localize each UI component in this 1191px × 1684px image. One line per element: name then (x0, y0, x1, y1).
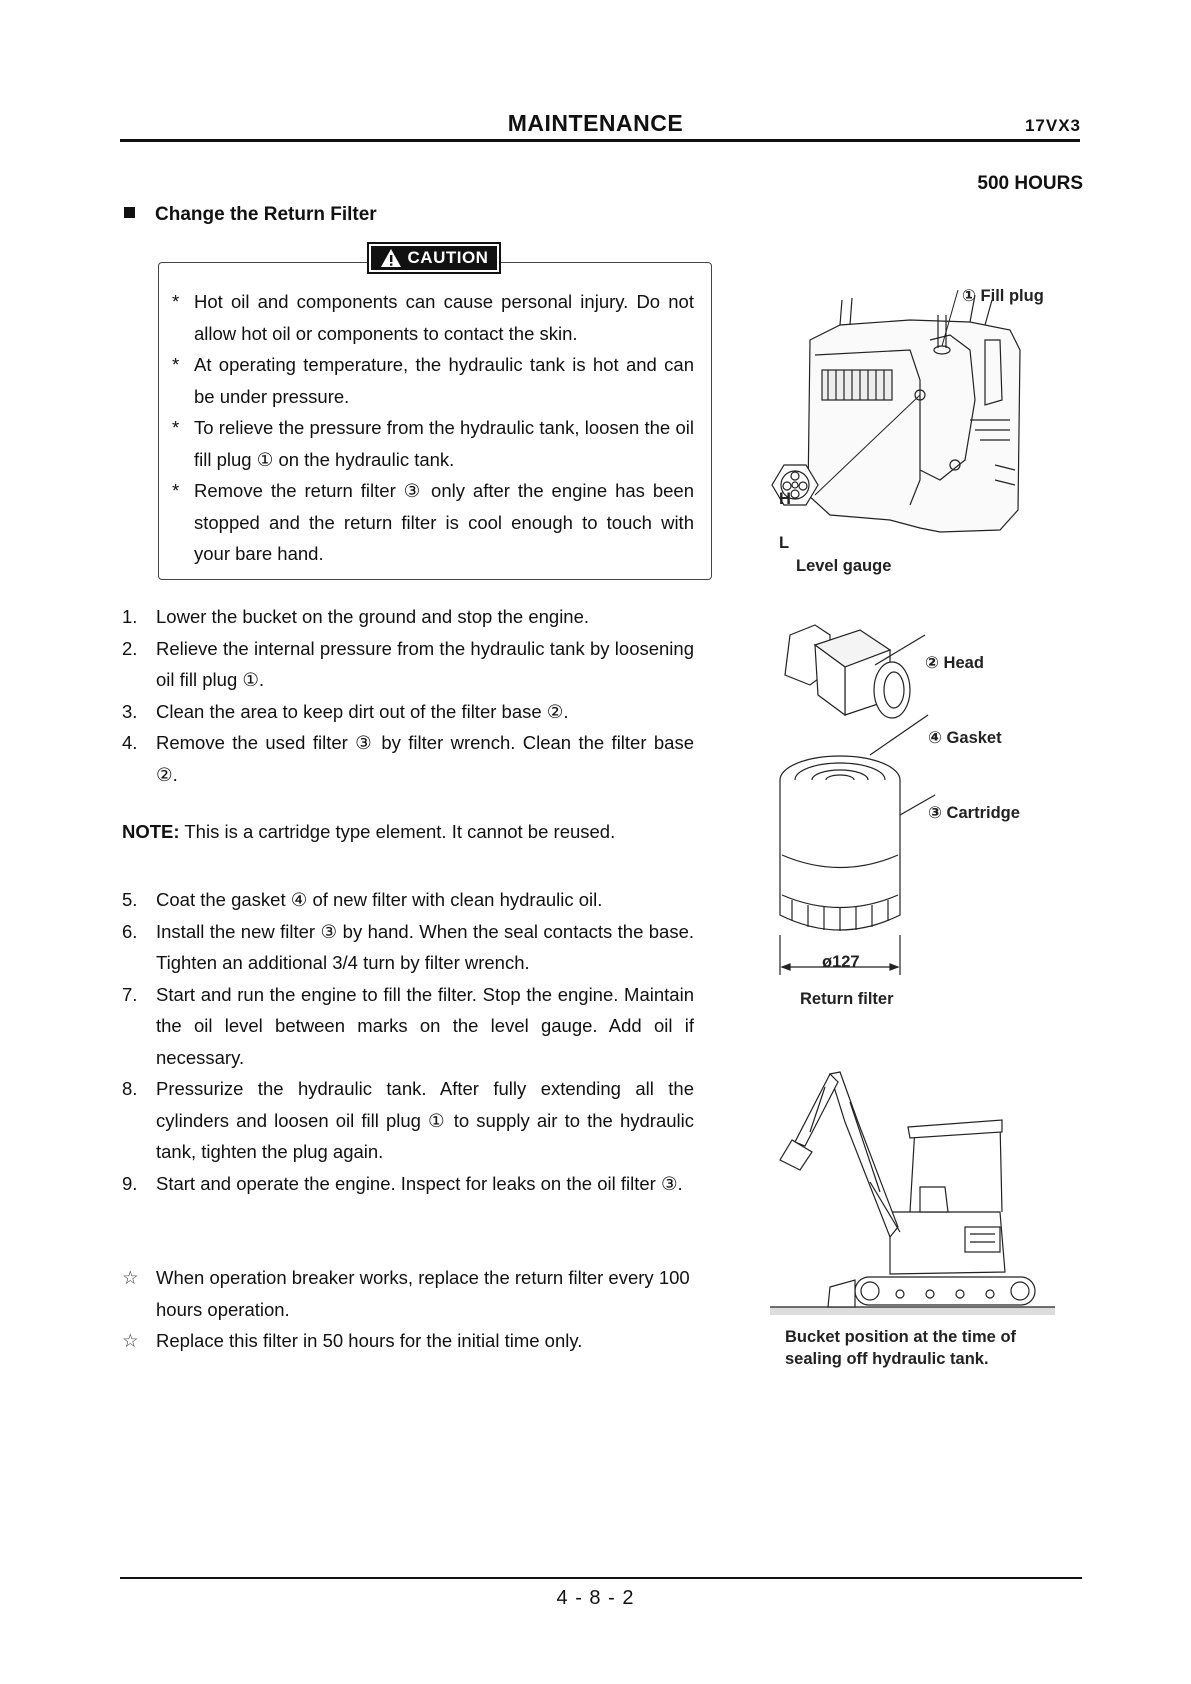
level-gauge-caption: Level gauge (796, 557, 892, 575)
step-text: Relieve the internal pressure from the hydraulic tank by loosening oil fill plug ①. (156, 637, 694, 690)
step-item (122, 601, 694, 633)
step-text: Lower the bucket on the ground and stop the engine. (156, 606, 590, 627)
section-title: Change the Return Filter (155, 204, 377, 225)
step-item (122, 633, 694, 696)
star-note-text: When operation breaker works, replace the return filter every 100 hours operation. (156, 1267, 690, 1320)
step-text: Clean the area to keep dirt out of the filter base ②. (156, 700, 569, 722)
step-item (122, 1168, 694, 1200)
page-number: 4 - 8 - 2 (556, 1587, 635, 1609)
excavator-figure (770, 1062, 1055, 1322)
excavator-caption-line2: sealing off hydraulic tank. (785, 1350, 989, 1368)
header-rule (120, 139, 1080, 142)
step-item (122, 727, 694, 790)
warning-triangle-icon (380, 248, 402, 268)
caution-bullet: * Hot oil and components can cause personal injury. Do not allow hot oil or components to contact the skin. (170, 286, 694, 349)
caution-bullet: * At operating temperature, the hydraulic tank is hot and can be under pressure. (170, 349, 694, 412)
caution-badge (367, 242, 501, 274)
return-filter-figure (770, 615, 940, 985)
gauge-low-mark: L (779, 534, 790, 552)
step-number: 8. (122, 1078, 138, 1099)
caution-bullet: * To relieve the pressure from the hydraulic tank, loosen the oil fill plug ① on the hydraulic tank. (170, 412, 694, 475)
step-item (122, 979, 694, 1074)
step-item (122, 916, 694, 979)
step-text: Remove the used filter ③ by filter wrench. Clean the filter base ②. (156, 732, 694, 785)
section-heading (124, 204, 377, 226)
step-item (122, 1073, 694, 1168)
step-number: 3. (122, 700, 138, 722)
square-bullet-icon (124, 207, 135, 218)
step-number: 5. (122, 889, 138, 910)
star-icon: ☆ (122, 1330, 139, 1351)
cartridge-label: ③ Cartridge (928, 804, 1020, 822)
star-note (122, 1262, 694, 1325)
step-number: 2. (122, 637, 138, 659)
gauge-high-mark: H (779, 490, 791, 508)
step-text: Coat the gasket ④ of new filter with clean hydraulic oil. (156, 889, 603, 910)
footer-rule (120, 1577, 1082, 1579)
excavator-caption-line1: Bucket position at the time of (785, 1328, 1017, 1346)
step-number: 4. (122, 732, 138, 753)
step-text: Pressurize the hydraulic tank. After fully extending all the cylinders and loosen oil fill plug ① to supply air to the hydraulic tank, tighten the plug again. (156, 1078, 694, 1162)
steps-list-b (122, 884, 694, 1199)
head-label: ② Head (925, 654, 984, 672)
gasket-label: ④ Gasket (928, 729, 1002, 747)
model-code: 17VX3 (1024, 116, 1081, 135)
fill-plug-label: ① Fill plug (962, 287, 1044, 305)
step-item (122, 696, 694, 728)
caution-bullet-list (170, 286, 694, 570)
return-filter-caption: Return filter (800, 990, 894, 1008)
note-label: NOTE: (122, 821, 180, 842)
fill-plug-figure (770, 280, 1070, 580)
star-note-text: Replace this filter in 50 hours for the initial time only. (156, 1330, 583, 1351)
step-text: Start and run the engine to fill the filter. Stop the engine. Maintain the oil level between marks on the level gauge. Add oil if necessary. (156, 983, 694, 1068)
note (122, 821, 615, 843)
steps-list-a (122, 601, 694, 790)
step-text: Install the new filter ③ by hand. When the seal contacts the base. Tighten an additional 3/4 turn by filter wrench. (156, 920, 694, 973)
step-number: 1. (122, 606, 138, 627)
step-number: 6. (122, 920, 138, 942)
caution-label: CAUTION (407, 248, 489, 267)
step-text: Start and operate the engine. Inspect for leaks on the oil filter ③. (156, 1172, 683, 1194)
note-text: This is a cartridge type element. It cannot be reused. (179, 821, 616, 842)
star-notes (122, 1262, 694, 1357)
star-icon: ☆ (122, 1267, 139, 1288)
maintenance-interval: 500 HOURS (977, 173, 1083, 194)
page-title: MAINTENANCE (507, 110, 684, 136)
caution-bullet: * Remove the return filter ③ only after the engine has been stopped and the return filter is cool enough to touch with your bare hand. (170, 475, 694, 570)
filter-diameter: ø127 (822, 953, 860, 971)
star-note (122, 1325, 694, 1357)
step-number: 9. (122, 1172, 138, 1194)
step-number: 7. (122, 983, 138, 1005)
step-item (122, 884, 694, 916)
